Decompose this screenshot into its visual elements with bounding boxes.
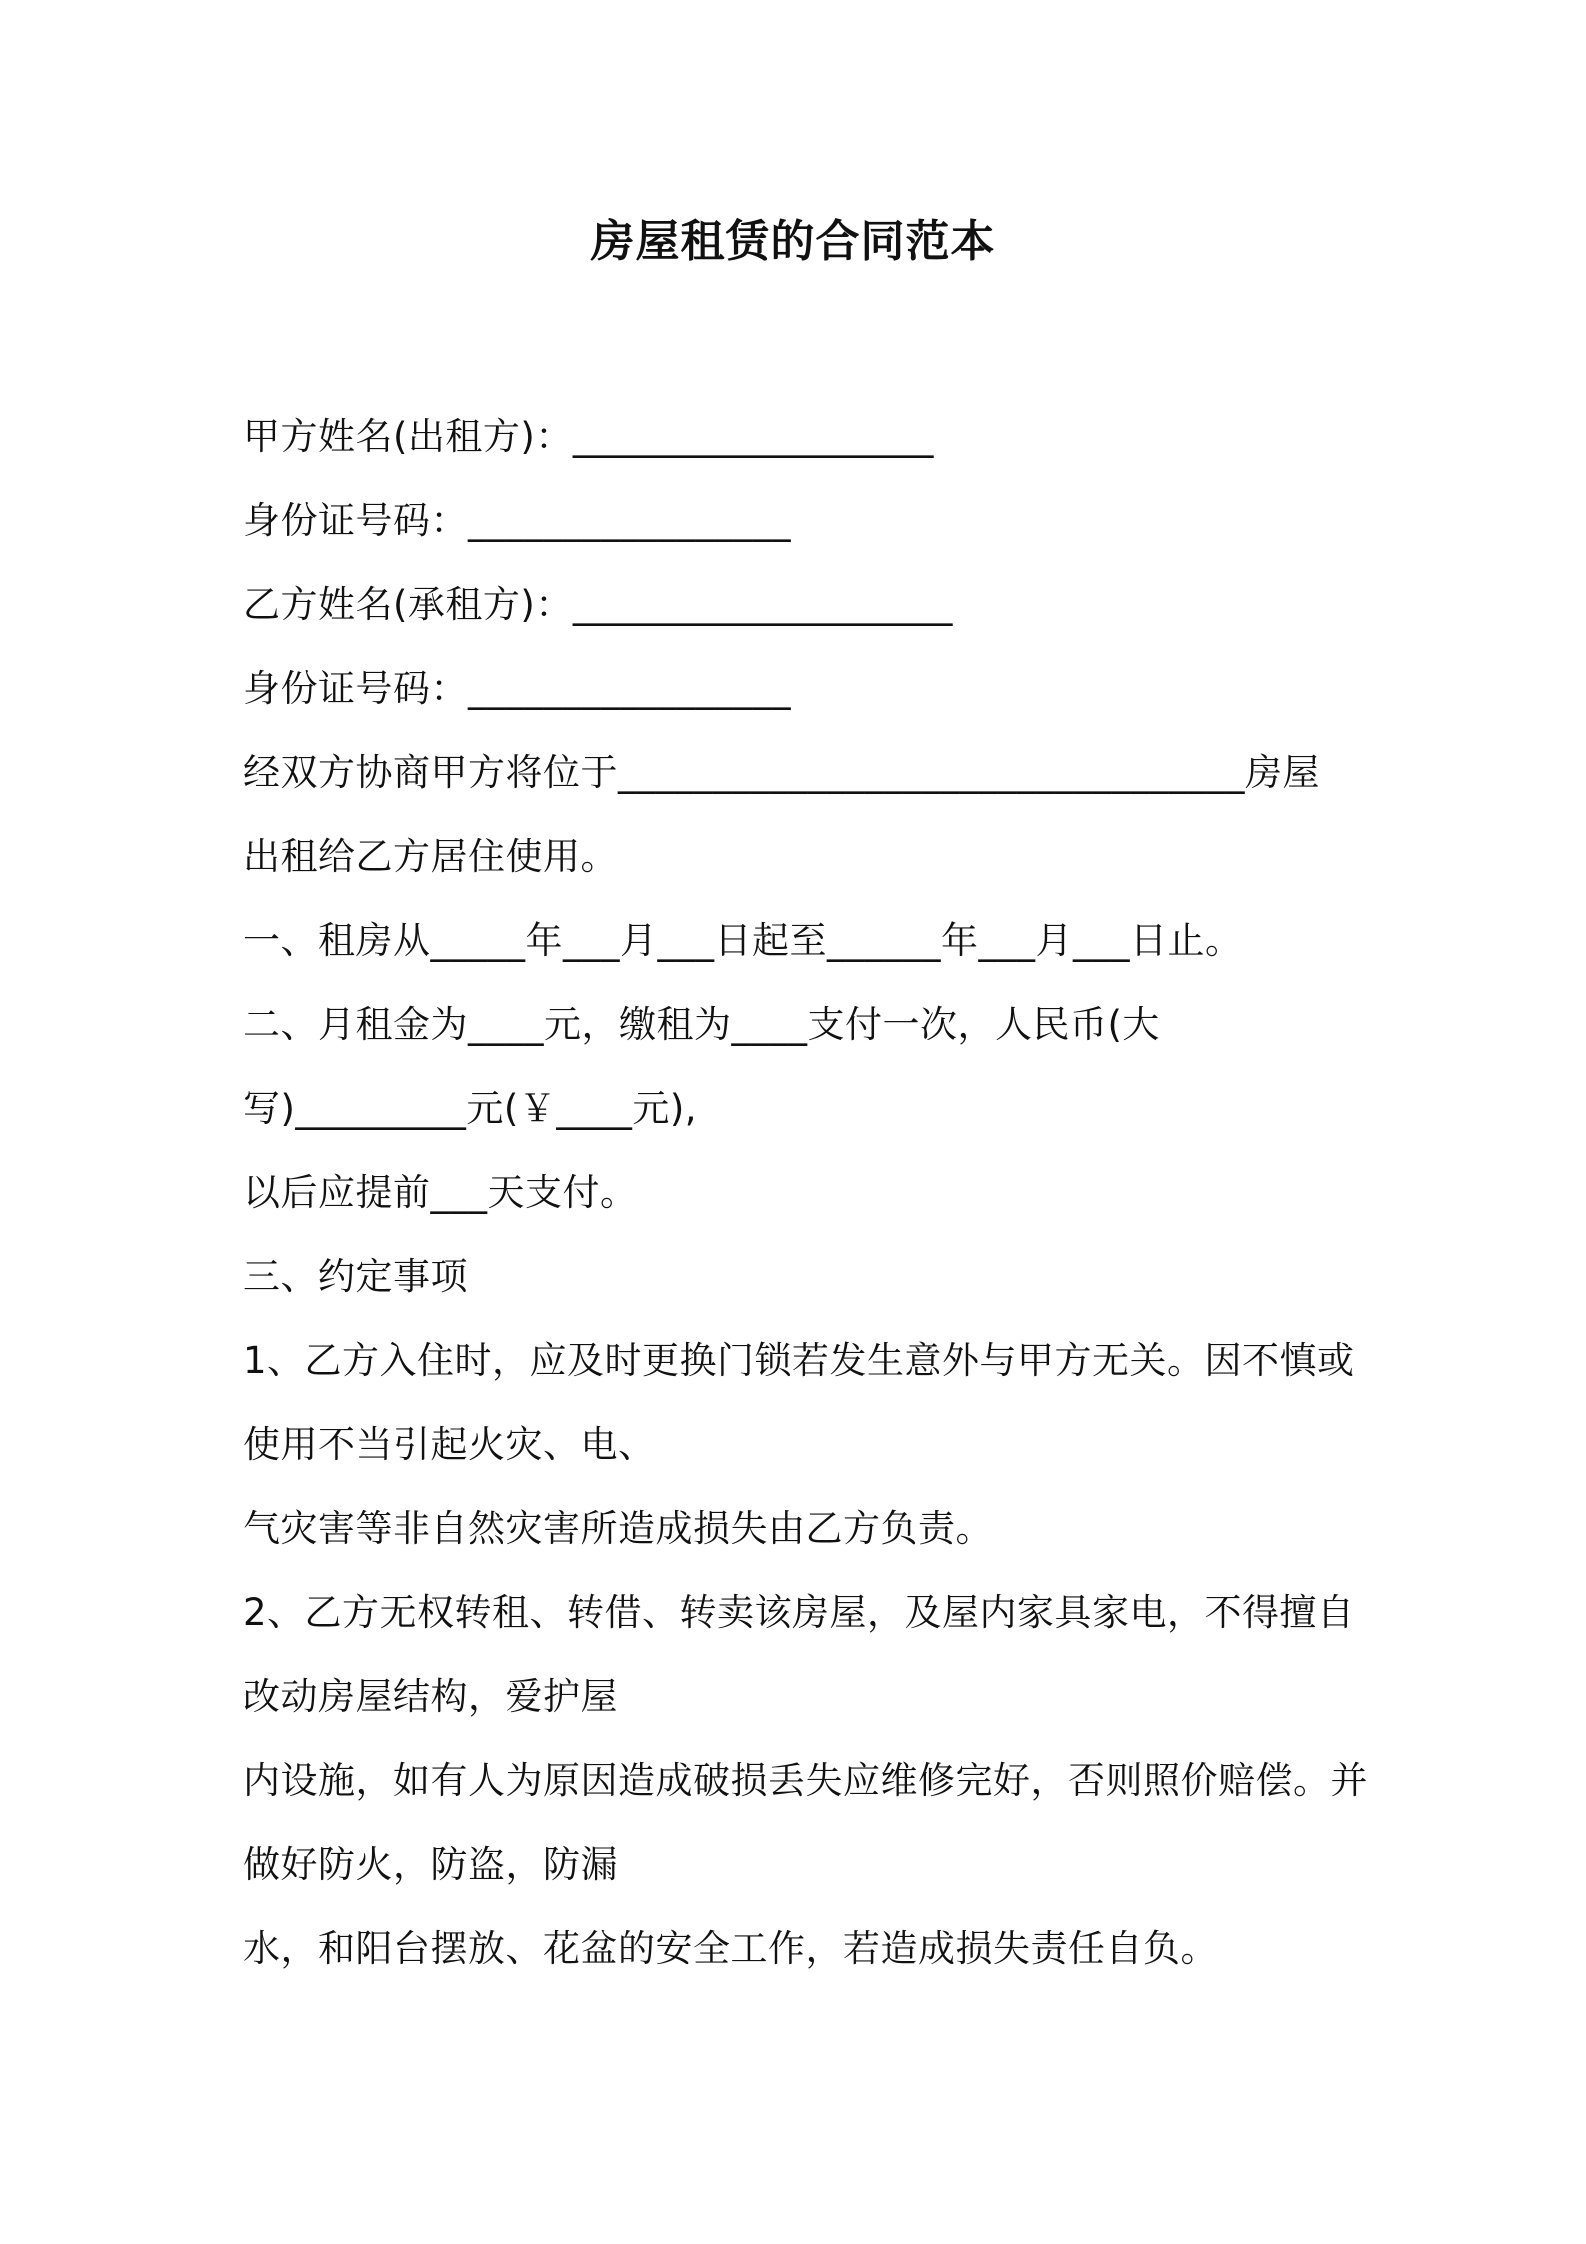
party-b-id-line: 身份证号码：_________________: [243, 667, 791, 710]
document-body: [243, 405, 1368, 2001]
clause-2-line-3: 内设施，如有人为原因造成破损丢失应维修完好，否则照价赔偿。并: [243, 1759, 1368, 1802]
clause-2-line-2: 改动房屋结构，爱护屋: [243, 1675, 618, 1718]
clause-1-line-1: 1、乙方入住时，应及时更换门锁若发生意外与甲方无关。因不慎或: [243, 1339, 1355, 1382]
payment-advance-line: 以后应提前___天支付。: [243, 1171, 638, 1214]
property-location-line: 经双方协商甲方将位于_________________________________房屋: [243, 751, 1320, 794]
property-use-line: 出租给乙方居住使用。: [243, 835, 618, 878]
clause-1-line-3: 气灾害等非自然灾害所造成损失由乙方负责。: [243, 1507, 993, 1550]
rent-amount-line: 二、月租金为____元，缴租为____支付一次，人民币(大: [243, 1003, 1160, 1046]
party-a-id-line: 身份证号码：_________________: [243, 499, 791, 542]
party-b-name-line: 乙方姓名(承租方)：____________________: [243, 583, 953, 626]
agreed-items-heading: 三、约定事项: [243, 1255, 468, 1298]
party-a-name-line: 甲方姓名(出租方)：___________________: [243, 415, 934, 458]
rent-amount-continued-line: 写)_________元(￥____元),: [243, 1087, 698, 1130]
clause-2-line-4: 做好防火，防盗，防漏: [243, 1843, 618, 1886]
lease-term-line: 一、租房从_____年___月___日起至______年___月___日止。: [243, 919, 1243, 962]
document-title: 房屋租赁的合同范本: [590, 216, 996, 267]
clause-2-line-1: 2、乙方无权转租、转借、转卖该房屋，及屋内家具家电，不得擅自: [243, 1591, 1355, 1634]
clause-1-line-2: 使用不当引起火灾、电、: [243, 1423, 656, 1466]
clause-2-line-5: 水，和阳台摆放、花盆的安全工作，若造成损失责任自负。: [243, 1927, 1218, 1970]
